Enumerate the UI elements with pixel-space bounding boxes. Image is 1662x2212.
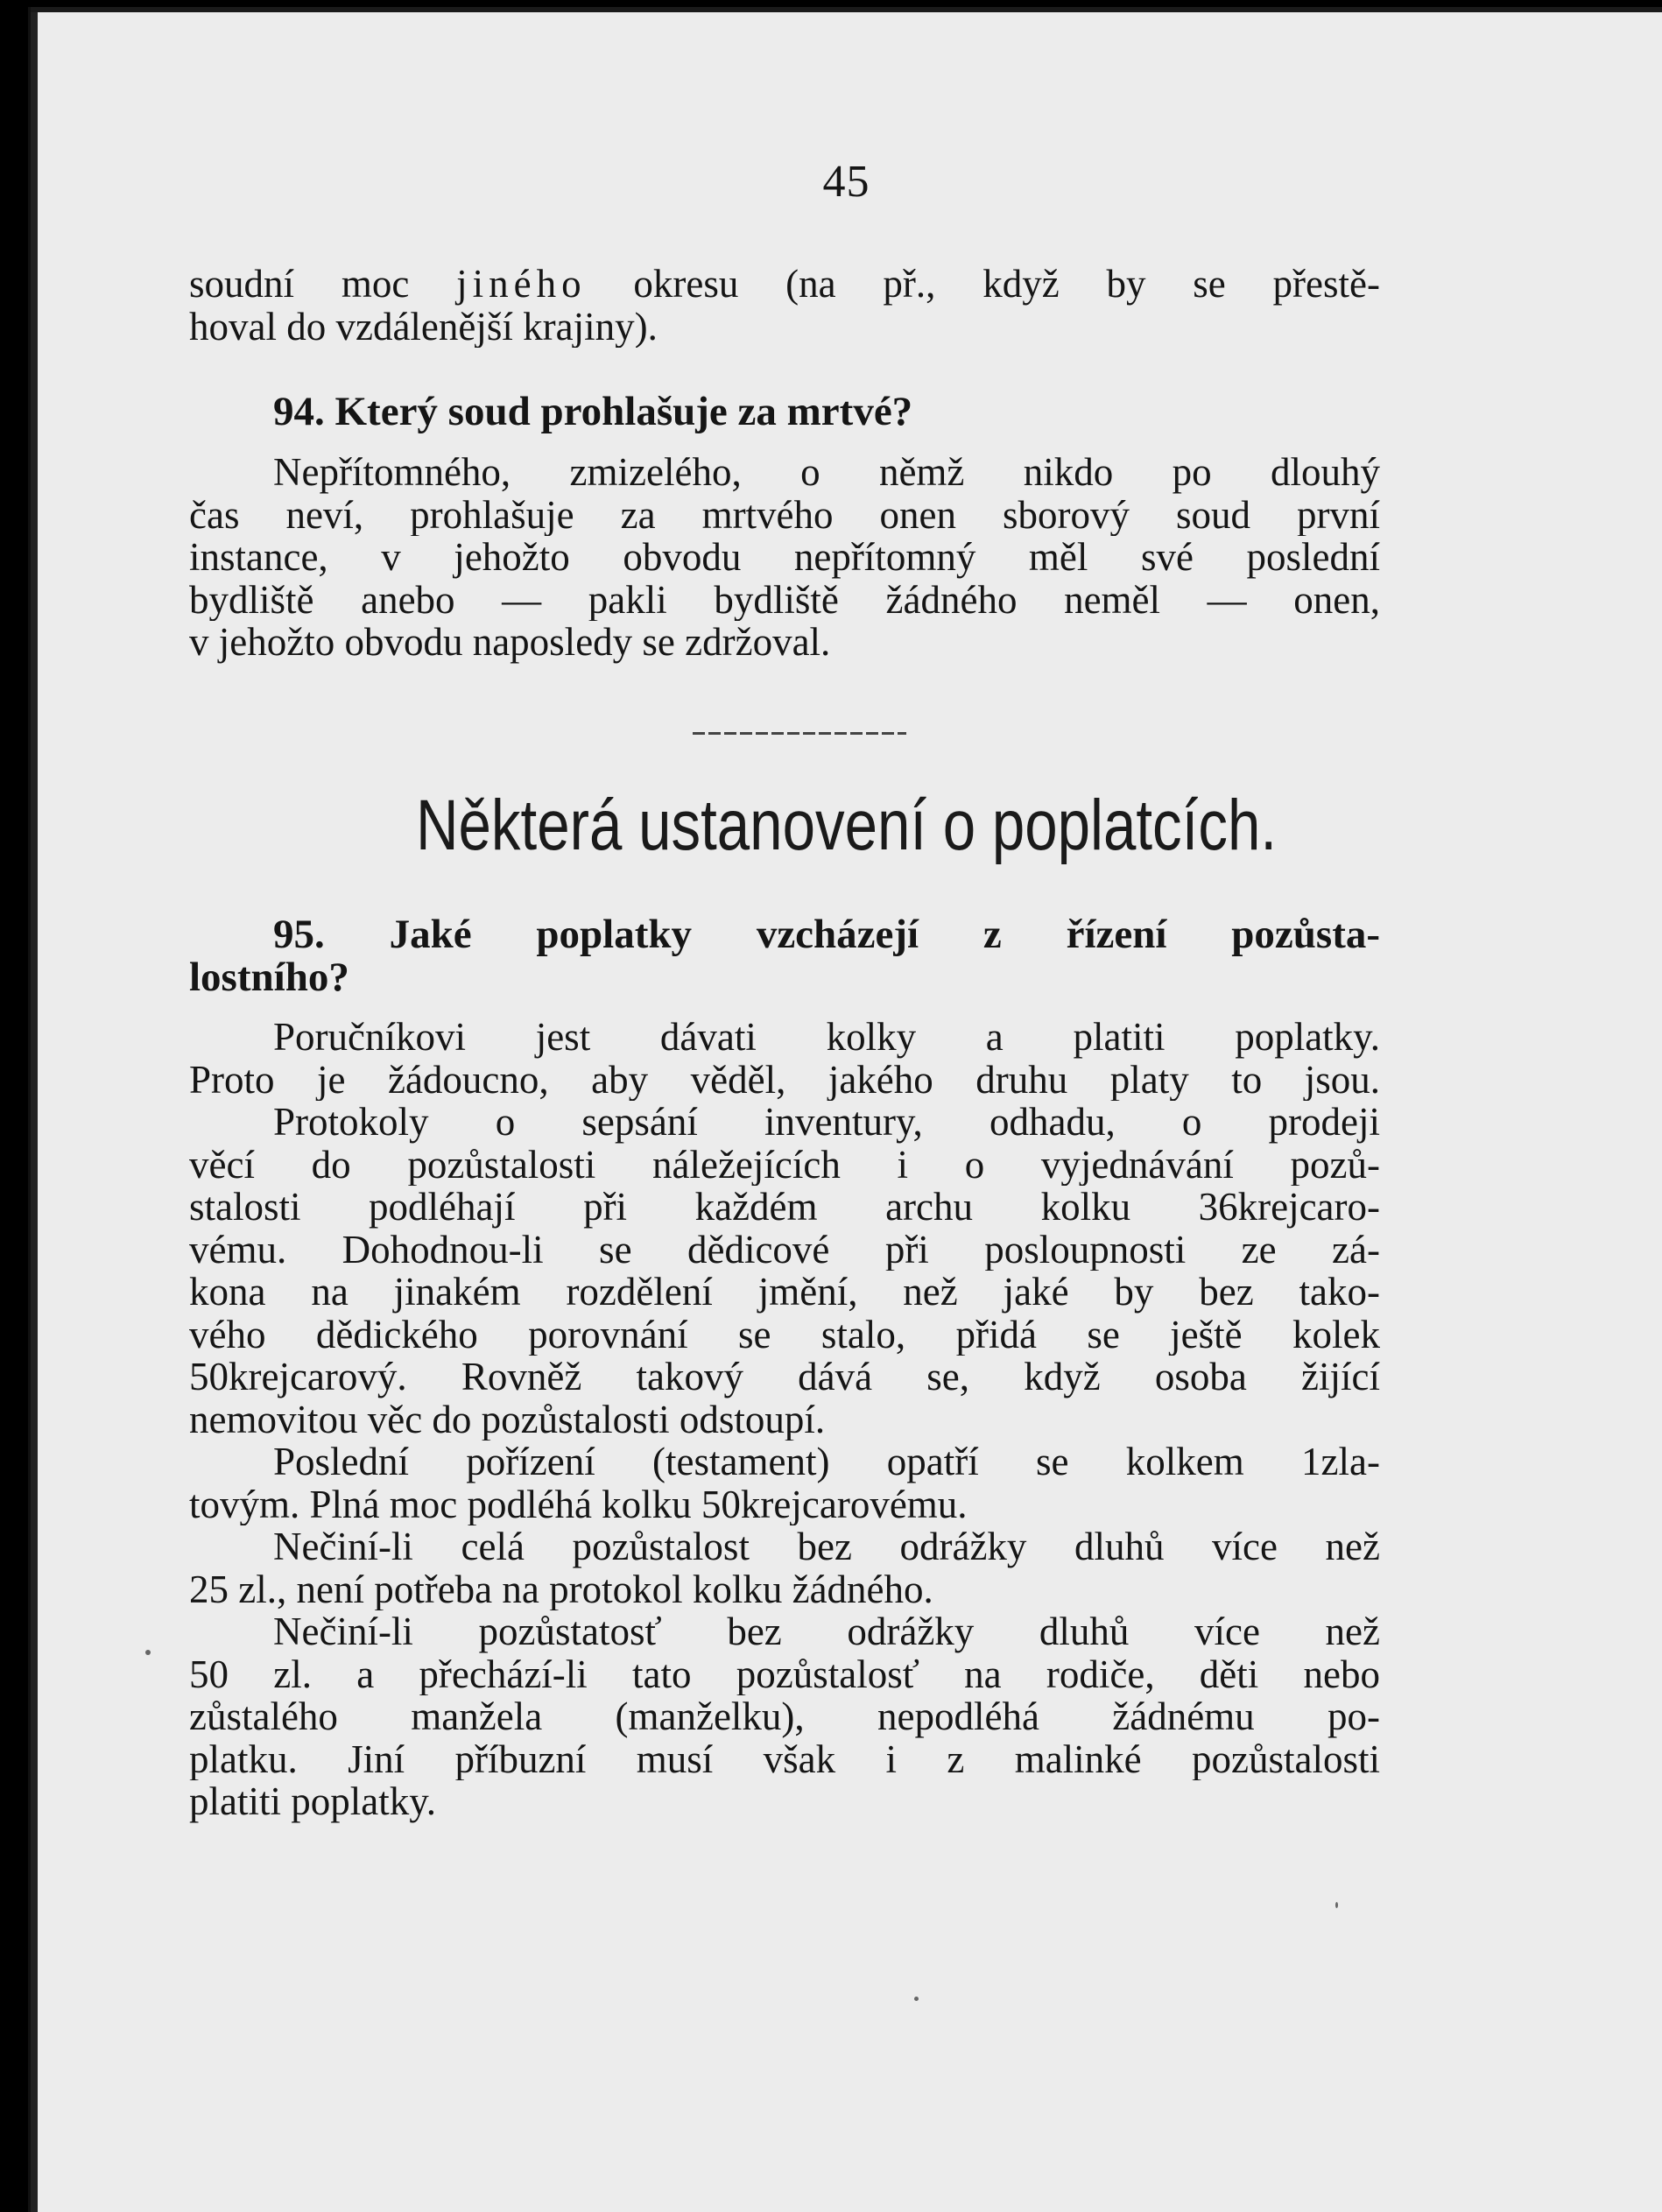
- text-line: soudní moc jiného okresu (na př., když by se přestě-: [189, 263, 1380, 306]
- question-95-heading: [189, 913, 1380, 998]
- text-line: 25 zl., není potřeba na protokol kolku žádného.: [189, 1567, 933, 1610]
- scan-speck: [914, 1997, 919, 2001]
- scan-top-edge: [31, 7, 1662, 12]
- section-divider: [693, 732, 906, 735]
- text-line: Protokoly o sepsání inventury, odhadu, o prodeji: [273, 1101, 1380, 1144]
- text-line: čas neví, prohlašuje za mrtvého onen sborový soud první: [189, 493, 1380, 536]
- question-title: 94. Který soud prohlašuje za mrtvé?: [273, 391, 913, 433]
- text-line: 50 zl. a přechází-li tato pozůstalosť na rodiče, děti nebo: [189, 1652, 1380, 1695]
- section-heading: Některá ustanovení o poplatcích.: [415, 785, 1278, 865]
- text-line: Nečiní-li pozůstatosť bez odrážky dluhů více než: [273, 1610, 1380, 1653]
- text-line: věcí do pozůstalosti náležejících i o vyjednávání pozů-: [189, 1143, 1380, 1186]
- text-line: Nečiní-li celá pozůstalost bez odrážky dluhů více než: [273, 1525, 1380, 1568]
- text-line: tovým. Plná moc podléhá kolku 50krejcarovému.: [189, 1483, 968, 1525]
- text-line: nemovitou věc do pozůstalosti odstoupí.: [189, 1398, 826, 1441]
- scan-edge: [31, 7, 38, 2212]
- text-line: instance, v jehožto obvodu nepřítomný měl své poslední: [189, 536, 1380, 579]
- page-number: 45: [822, 157, 870, 207]
- question-94-answer: [189, 451, 1380, 664]
- question-95-answer: [189, 1016, 1380, 1823]
- text-line: zůstalého manžela (manželku), nepodléhá žádnému po-: [189, 1695, 1380, 1738]
- text-line: v jehožto obvodu naposledy se zdržoval.: [189, 621, 831, 664]
- text-line: kona na jinakém rozdělení jmění, než jaké by bez tako-: [189, 1271, 1380, 1314]
- text-line: stalosti podléhají při každém archu kolku 36krejcaro-: [189, 1186, 1380, 1229]
- question-94-heading: [189, 391, 1380, 433]
- continuation-paragraph: [189, 263, 1380, 348]
- text-line: Poslední pořízení (testament) opatří se kolkem 1zla-: [273, 1441, 1380, 1483]
- text-line: vého dědického porovnání se stalo, přidá se ještě kolek: [189, 1313, 1380, 1356]
- text-line: 50krejcarový. Rovněž takový dává se, když osoba žijící: [189, 1356, 1380, 1398]
- scan-speck: [145, 1650, 151, 1655]
- text-line: bydliště anebo — pakli bydliště žádného neměl — onen,: [189, 578, 1380, 621]
- text-line: Poručníkovi jest dávati kolky a platiti poplatky.: [273, 1016, 1380, 1059]
- question-title: 95. Jaké poplatky vzcházejí z řízení pozůsta-: [273, 913, 1380, 956]
- text-line: Nepřítomného, zmizelého, o němž nikdo po dlouhý: [273, 451, 1380, 494]
- text-line: Proto je žádoucno, aby věděl, jakého druhu platy to jsou.: [189, 1058, 1380, 1101]
- text-line: vému. Dohodnou-li se dědicové při posloupnosti ze zá-: [189, 1228, 1380, 1271]
- text-line: platiti poplatky.: [189, 1780, 437, 1823]
- book-page: [28, 7, 1662, 2212]
- scan-speck: [1335, 1902, 1338, 1908]
- text-line: hoval do vzdálenější krajiny).: [189, 305, 658, 348]
- question-title: lostního?: [189, 955, 349, 998]
- text-line: platku. Jiní příbuzní musí však i z malinké pozůstalosti: [189, 1737, 1380, 1780]
